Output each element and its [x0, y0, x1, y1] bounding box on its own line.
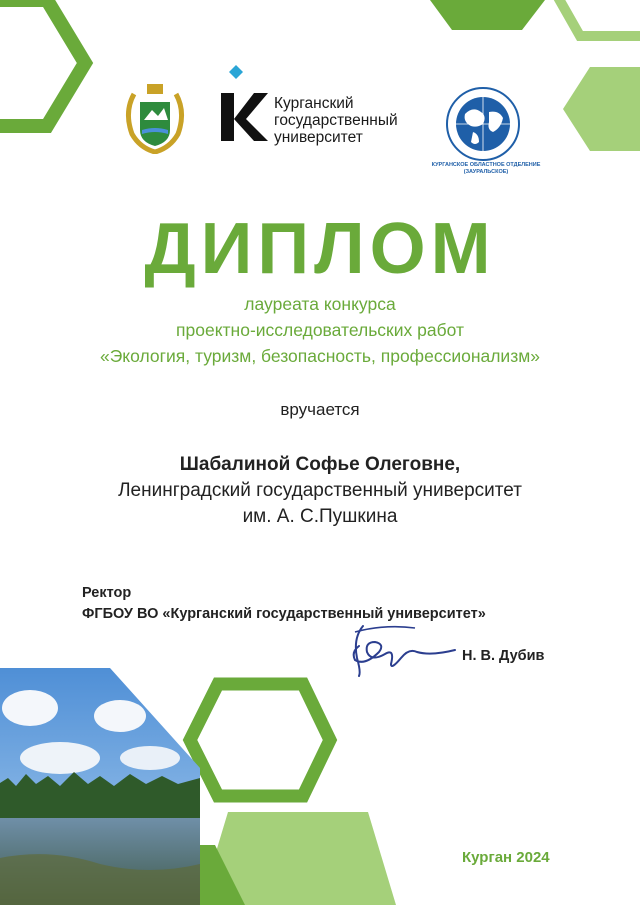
- subtitle-line: проектно-исследовательских работ: [176, 320, 464, 340]
- rgs-emblem-icon: [433, 86, 533, 164]
- recipient-org-line: им. А. С.Пушкина: [242, 506, 398, 527]
- rgs-branch-line: (ЗАУРАЛЬСКОЕ): [463, 169, 509, 175]
- subtitle-line: лауреата конкурса: [244, 294, 396, 314]
- recipient-name: Шабалиной Софье Олеговне,: [179, 454, 461, 475]
- signatory-title: Ректор: [82, 585, 132, 601]
- kgu-name-line: Курганский: [274, 95, 354, 112]
- coat-of-arms-icon: [120, 82, 190, 154]
- handwritten-signature: [345, 618, 460, 680]
- recipient-org-line: Ленинградский государственный университет: [118, 480, 522, 501]
- awarded-text: вручается: [280, 400, 360, 419]
- hexagon-outline-bottom: [190, 684, 330, 796]
- rgs-branch-caption: [420, 162, 552, 176]
- hexagon-outline-right: [555, 0, 640, 36]
- subtitle-line: «Экология, туризм, безопасность, профессионализм»: [99, 346, 540, 366]
- landscape-photo: [0, 668, 200, 905]
- hexagon-solid-right: [563, 67, 640, 151]
- hexagon-solid-top-right: [430, 0, 545, 30]
- hexagon-outline-top-left: [0, 0, 85, 126]
- signatory-org: ФГБОУ ВО «Курганский государственный университет»: [82, 606, 486, 622]
- kgu-name-line: университет: [274, 129, 363, 146]
- diploma-title: ДИПЛОМ: [144, 209, 496, 289]
- rgs-branch-line: КУРГАНСКОЕ ОБЛАСТНОЕ ОТДЕЛЕНИЕ: [431, 162, 541, 168]
- city-year: Курган 2024: [462, 849, 550, 866]
- kgu-name: [274, 95, 398, 146]
- kgu-logo-icon: [218, 63, 270, 143]
- kgu-name-line: государственный: [274, 112, 398, 129]
- signatory-name: Н. В. Дубив: [462, 648, 545, 664]
